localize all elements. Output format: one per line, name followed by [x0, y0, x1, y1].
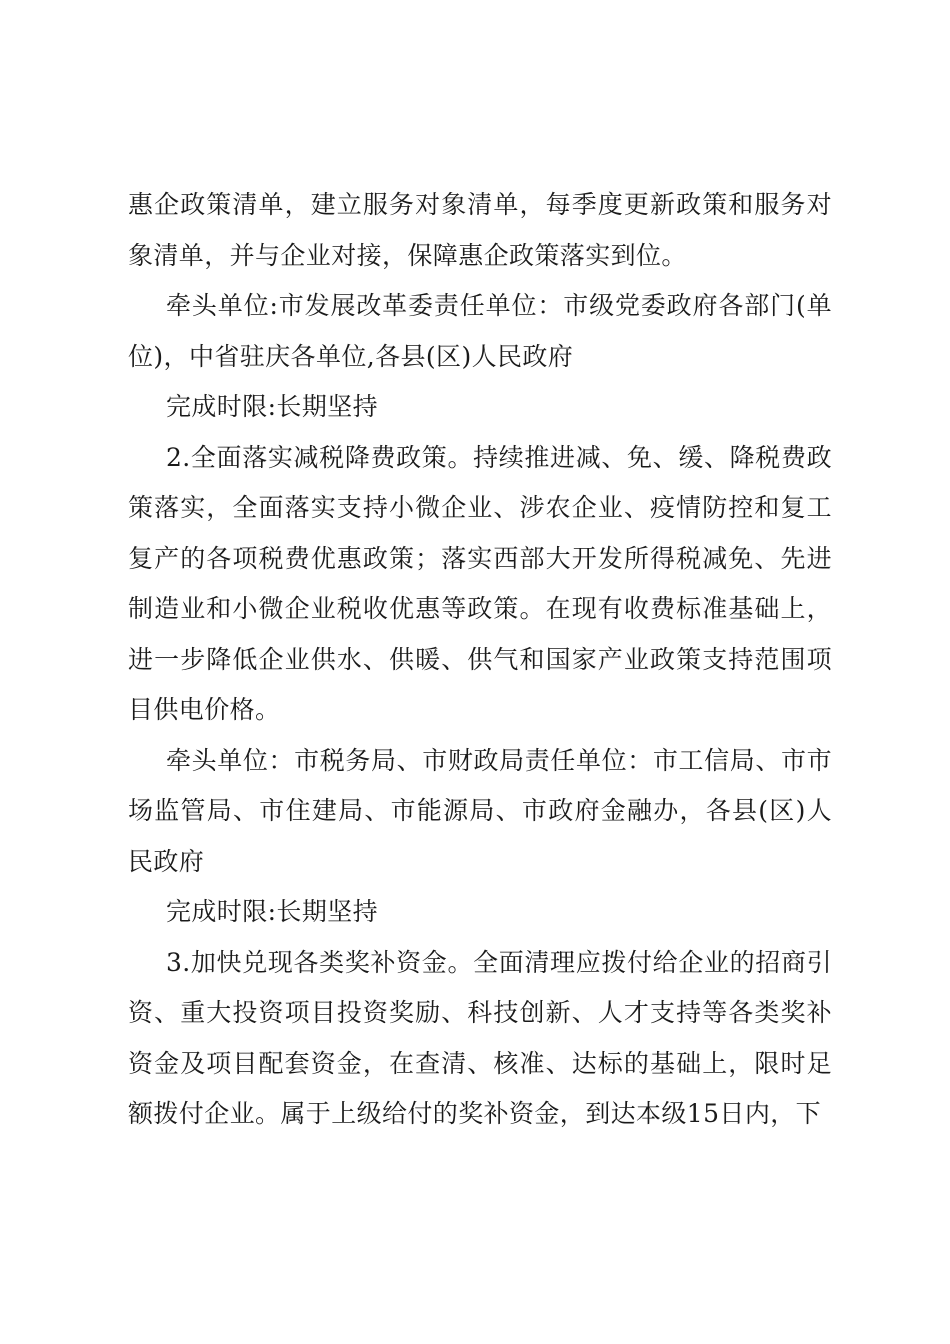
paragraph-deadline-1: 完成时限:长期坚持 — [166, 392, 379, 421]
document-body — [128, 180, 832, 1140]
paragraph-lead-unit-2: 牵头单位：市税务局、市财政局责任单位：市工信局、市市场监管局、市住建局、市能源局、市政府金融办，各县(区)人民政府 — [128, 745, 832, 876]
paragraph-tax-reduction: 2.全面落实减税降费政策。持续推进减、免、缓、降税费政策落实，全面落实支持小微企业、涉农企业、疫情防控和复工复产的各项税费优惠政策；落实西部大开发所得税减免、先进制造业和小微企业税收优惠等政策。在现有收费标准基础上，进一步降低企业供水、供暖、供气和国家产业政策支持范围项目供电价格。 — [128, 442, 832, 724]
paragraph-lead-unit-1: 牵头单位:市发展改革委责任单位：市级党委政府各部门(单位)，中省驻庆各单位,各县(区)人民政府 — [128, 291, 832, 371]
paragraph-deadline-2: 完成时限:长期坚持 — [166, 897, 379, 926]
paragraph-policy-list: 惠企政策清单，建立服务对象清单，每季度更新政策和服务对象清单，并与企业对接，保障惠企政策落实到位。 — [128, 190, 832, 270]
paragraph-subsidy-funds: 3.加快兑现各类奖补资金。全面清理应拨付给企业的招商引资、重大投资项目投资奖励、科技创新、人才支持等各类奖补资金及项目配套资金，在查清、核准、达标的基础上，限时足额拨付企业。属于上级给付的奖补资金，到达本级15日内，下 — [128, 947, 832, 1128]
